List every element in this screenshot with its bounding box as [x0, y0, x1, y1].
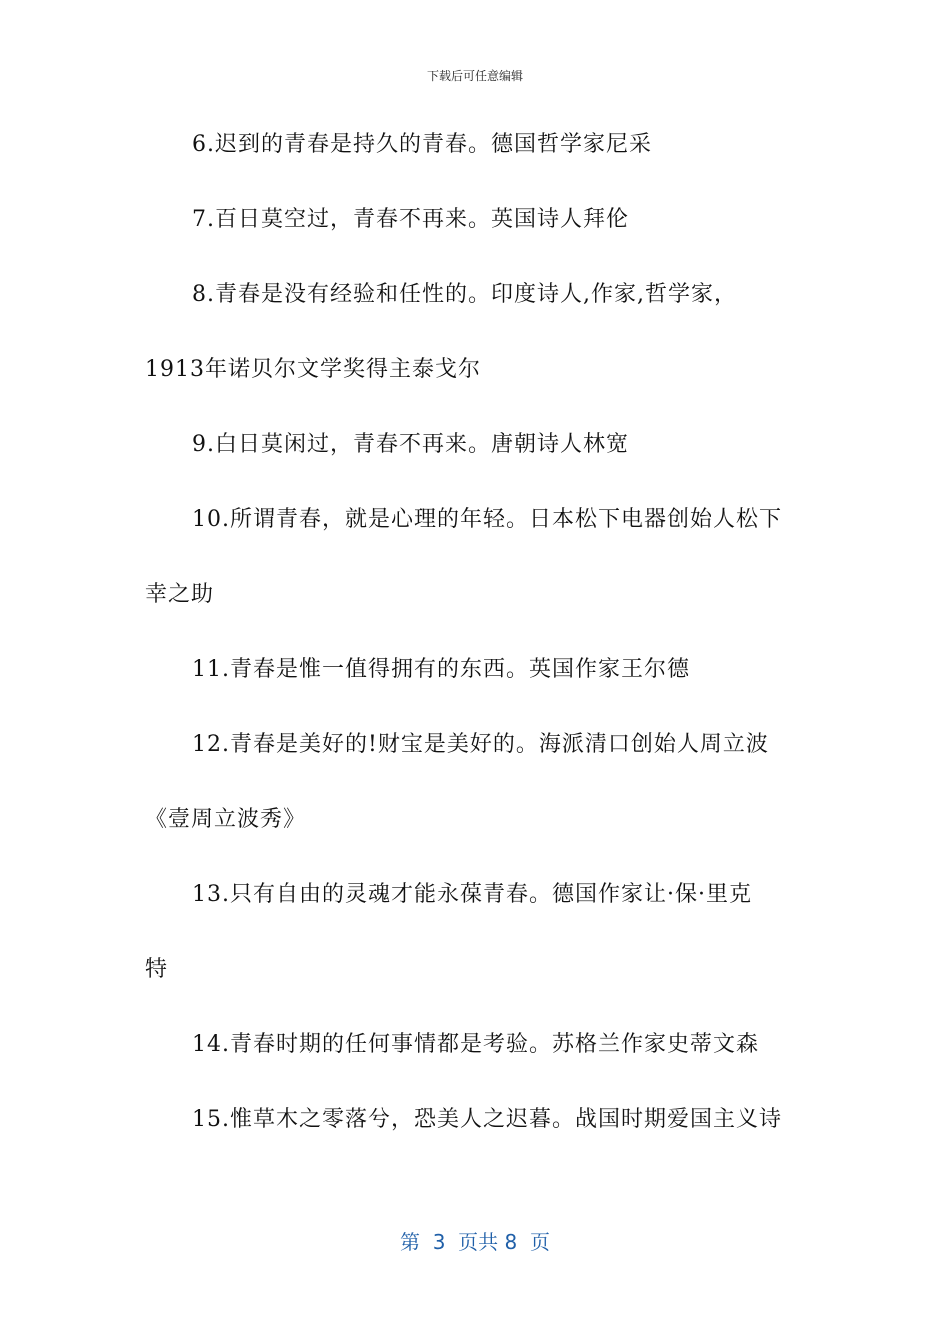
paragraph-line: 14.青春时期的任何事情都是考验。苏格兰作家史蒂文森 [192, 1032, 759, 1057]
paragraph-line: 11.青春是惟一值得拥有的东西。英国作家王尔德 [192, 657, 690, 682]
paragraph-line: 《壹周立波秀》 [145, 807, 307, 832]
paragraph-line: 13.只有自由的灵魂才能永葆青春。德国作家让·保·里克 [192, 882, 752, 907]
paragraph-line: 8.青春是没有经验和任性的。印度诗人,作家,哲学家， [192, 282, 737, 307]
paragraph-line: 15.惟草木之零落兮，恐美人之迟暮。战国时期爱国主义诗 [192, 1107, 782, 1132]
paragraph-line: 7.百日莫空过，青春不再来。英国诗人拜伦 [192, 207, 629, 232]
page-number: 第 3 页共 8 页 [400, 1230, 550, 1254]
paragraph-line: 12.青春是美好的!财宝是美好的。海派清口创始人周立波 [192, 732, 769, 757]
paragraph-line: 10.所谓青春，就是心理的年轻。日本松下电器创始人松下 [192, 507, 782, 532]
paragraph-line: 9.白日莫闲过，青春不再来。唐朝诗人林宽 [192, 432, 629, 457]
paragraph-line: 特 [145, 957, 169, 982]
paragraph-line: 1913年诺贝尔文学奖得主泰戈尔 [145, 357, 481, 382]
paragraph-line: 幸之助 [145, 582, 215, 607]
page-header: 下载后可任意编辑 [426, 69, 523, 83]
paragraph-line: 6.迟到的青春是持久的青春。德国哲学家尼采 [192, 132, 652, 157]
